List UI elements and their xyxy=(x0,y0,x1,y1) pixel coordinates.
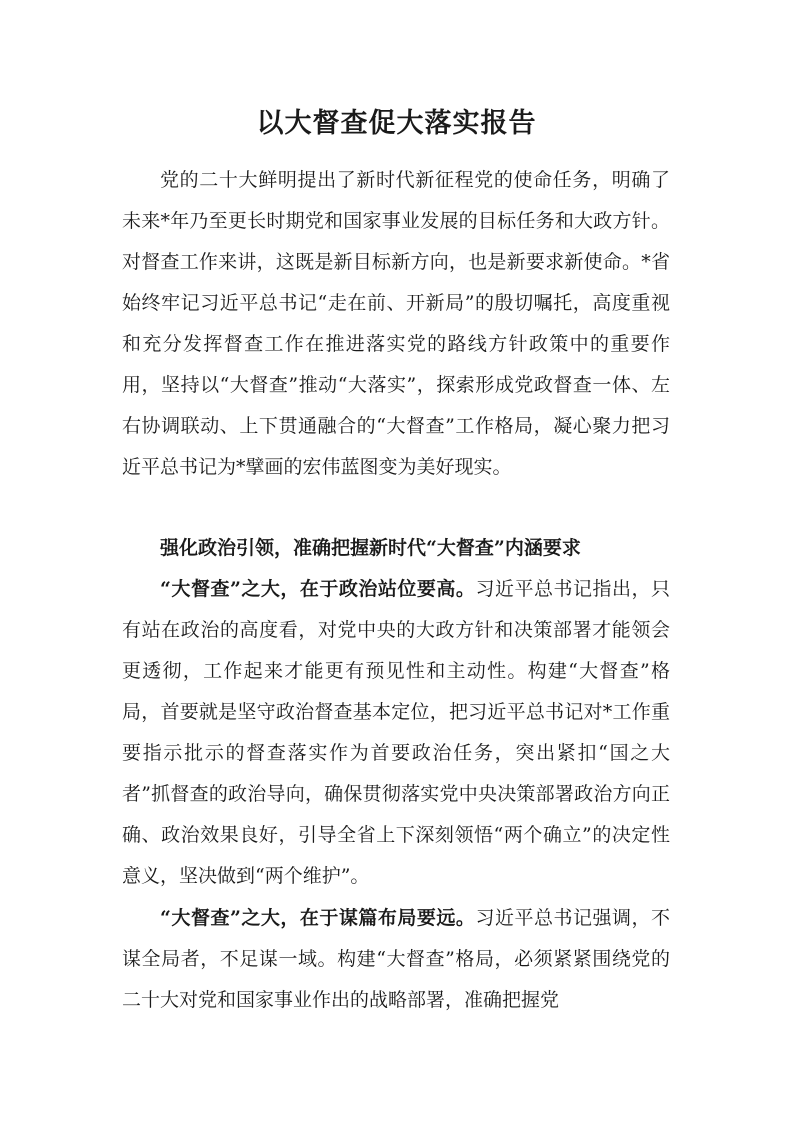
intro-paragraph: 党的二十大鲜明提出了新时代新征程党的使命任务，明确了未来*年乃至更长时期党和国家事业发展的目标任务和大政方针。对督查工作来讲，这既是新目标新方向，也是新要求新使命。*省始终牢记习近平总书记“走在前、开新局”的殷切嘱托，高度重视和充分发挥督查工作在推进落实党的路线方针政策中的重要作用，坚持以“大督查”推动“大落实”，探索形成党政督查一体、左右协调联动、上下贯通融合的“大督查”工作格局，凝心聚力把习近平总书记为*擘画的宏伟蓝图变为美好现实。 xyxy=(122,169,670,478)
paragraph-overall-planning xyxy=(122,898,670,1021)
paragraph-political-stance xyxy=(122,569,670,897)
document-title: 以大督查促大落实报告 xyxy=(256,108,537,139)
paragraph-lead: “大督查”之大，在于政治站位要高。 xyxy=(160,578,476,600)
paragraph-body: 习近平总书记指出，只有站在政治的高度看，对党中央的大政方针和决策部署才能领会更透彻，工作起来才能更有预见性和主动性。构建“大督查”格局，首要就是坚守政治督查基本定位，把习近平总书记对*工作重要指示批示的督查落实作为首要政治任务，突出紧扣“国之大者”抓督查的政治导向，确保贯彻落实党中央决策部署政治方向正确、政治效果良好，引导全省上下深刻领悟“两个确立”的决定性意义，坚决做到“两个维护”。 xyxy=(122,578,670,887)
paragraph-lead: “大督查”之大，在于谋篇布局要远。 xyxy=(160,907,476,929)
section-heading: 强化政治引领，准确把握新时代“大督查”内涵要求 xyxy=(160,537,581,559)
paragraph-body: 习近平总书记强调，不谋全局者，不足谋一域。构建“大督查”格局，必须紧紧围绕党的二十大对党和国家事业作出的战略部署，准确把握党 xyxy=(122,907,670,1011)
